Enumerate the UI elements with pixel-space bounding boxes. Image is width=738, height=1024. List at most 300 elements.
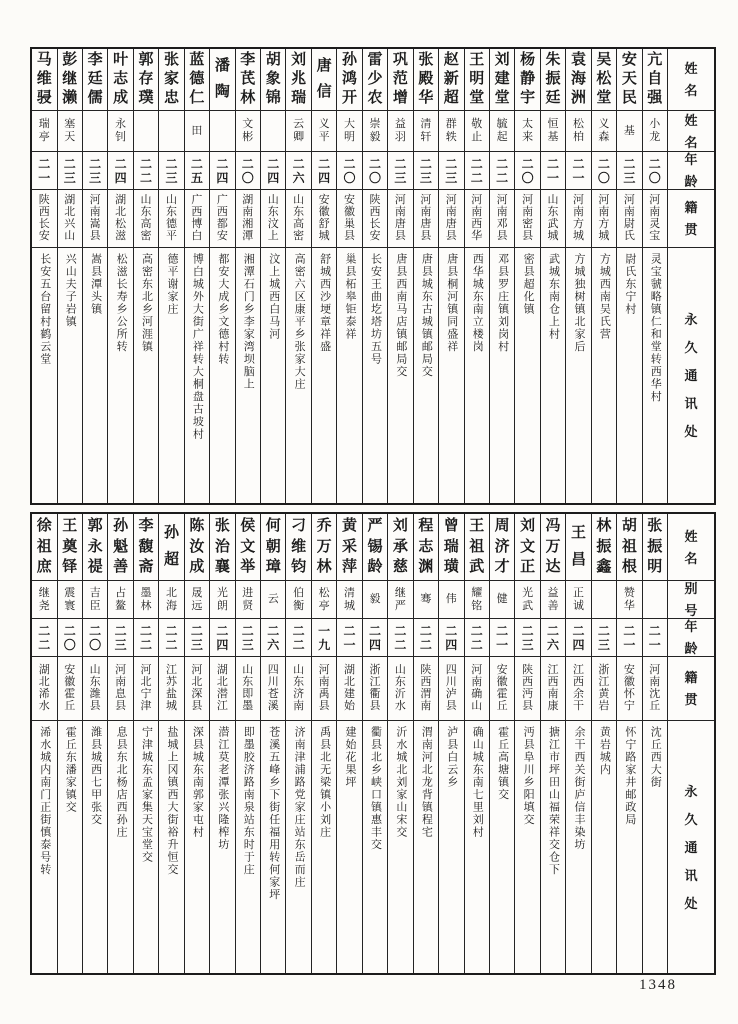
native-cell: [58, 657, 82, 721]
address-cell: [363, 248, 387, 503]
glyph: 少: [367, 71, 383, 87]
age-cell: [414, 152, 438, 190]
name-cell: [592, 49, 616, 111]
glyph: 万: [545, 538, 561, 555]
glyph: 河: [623, 194, 635, 206]
glyph: 南: [242, 206, 254, 218]
alias-cell: [108, 581, 132, 619]
glyph: 陶: [214, 83, 230, 100]
age-text: [236, 619, 260, 656]
glyph: 沔: [522, 688, 534, 700]
glyph: 山: [394, 664, 406, 676]
name-cell: [210, 514, 234, 581]
header-age-cell: [668, 619, 714, 657]
glyph: 湖: [216, 664, 228, 676]
glyph: 县: [318, 700, 330, 712]
native-text: [490, 190, 514, 247]
address-cell: [566, 721, 590, 973]
native-cell: [83, 657, 107, 721]
glyph: 林: [596, 518, 612, 535]
address-text: 衢县北乡峡口镇惠丰交: [369, 726, 382, 851]
glyph: 潜: [216, 688, 228, 700]
glyph: 基: [547, 131, 559, 143]
glyph: 健: [496, 593, 508, 605]
glyph: 陕: [38, 194, 50, 206]
glyph: 密: [522, 218, 534, 230]
native-cell: [515, 657, 539, 721]
native-text: [159, 657, 183, 720]
glyph: 继: [394, 586, 406, 599]
glyph: 四: [445, 637, 458, 652]
glyph: 象: [265, 71, 281, 87]
glyph: 河: [471, 664, 483, 676]
glyph: 二: [190, 156, 203, 171]
name-cell: [312, 49, 336, 111]
name-text: [363, 49, 387, 110]
glyph: 王: [570, 525, 586, 541]
glyph: 张: [418, 52, 434, 68]
native-text: [312, 190, 336, 247]
name-cell: [414, 514, 438, 581]
glyph: 张: [163, 52, 179, 68]
glyph: 县: [344, 230, 356, 242]
glyph: 晟: [191, 586, 203, 599]
native-cell: [363, 190, 387, 248]
person-column: [311, 514, 336, 973]
glyph: 承: [392, 538, 408, 555]
glyph: 姓: [684, 528, 698, 544]
glyph: 李: [87, 52, 103, 68]
glyph: 郭: [87, 518, 103, 535]
age-cell: [134, 152, 158, 190]
glyph: 巩: [392, 52, 408, 68]
alias-text: [286, 581, 310, 618]
name-text: [592, 49, 616, 110]
glyph: 二: [292, 156, 305, 171]
glyph: 二: [547, 623, 560, 638]
glyph: 海: [165, 599, 177, 612]
name-text: [83, 514, 107, 580]
name-text: [363, 514, 387, 580]
glyph: 东: [267, 206, 279, 218]
glyph: 王: [469, 518, 485, 535]
name-text: [490, 514, 514, 580]
glyph: 廷: [87, 71, 103, 87]
native-text: [617, 657, 641, 720]
glyph: 二: [140, 623, 153, 638]
native-text: [541, 657, 565, 720]
glyph: 〇: [521, 170, 534, 185]
glyph: 二: [241, 623, 254, 638]
glyph: 苏: [165, 676, 177, 688]
alias-text: [592, 111, 616, 151]
glyph: 巢: [344, 218, 356, 230]
glyph: 瑞: [443, 538, 459, 555]
alias-cell: [439, 111, 463, 152]
address-cell: [465, 248, 489, 503]
glyph: 河: [572, 194, 584, 206]
address-cell: [261, 721, 285, 973]
address-cell: [490, 721, 514, 973]
alias-cell: [236, 111, 260, 152]
age-text: [490, 619, 514, 656]
address-text: 博白城外大街广祥转大桐盘古坡村: [191, 253, 204, 441]
glyph: 岩: [598, 700, 610, 712]
glyph: 湘: [242, 218, 254, 230]
age-text: [643, 619, 667, 656]
age-cell: [414, 619, 438, 657]
glyph: 德: [189, 71, 205, 87]
glyph: 一: [496, 637, 509, 652]
glyph: 山: [547, 194, 559, 206]
address-text: 密县超化镇: [522, 253, 535, 316]
name-text: [439, 514, 463, 580]
alias-cell: [439, 581, 463, 619]
glyph: 城: [318, 230, 330, 242]
alias-text: [617, 581, 641, 618]
name-text: [566, 514, 590, 580]
native-text: [159, 190, 183, 247]
glyph: 唐: [394, 218, 406, 230]
native-text: [58, 190, 82, 247]
glyph: 堂: [596, 90, 612, 106]
glyph: 沂: [394, 688, 406, 700]
glyph: 三: [623, 170, 636, 185]
glyph: 三: [89, 170, 102, 185]
glyph: 张: [214, 518, 230, 535]
native-cell: [566, 657, 590, 721]
glyph: 起: [496, 131, 508, 143]
glyph: 馥: [138, 538, 154, 555]
glyph: 殿: [418, 71, 434, 87]
glyph: 存: [138, 71, 154, 87]
alias-text: [210, 111, 234, 151]
glyph: 济: [494, 538, 510, 555]
age-text: [134, 152, 158, 189]
glyph: 瑞: [291, 90, 307, 106]
glyph: 云: [267, 593, 279, 605]
alias-text: [159, 581, 183, 618]
alias-text: [337, 581, 361, 618]
alias-cell: [261, 111, 285, 152]
glyph: 宁: [623, 700, 635, 712]
glyph: 志: [113, 71, 129, 87]
alias-text: [465, 111, 489, 151]
person-column: [158, 514, 183, 973]
glyph: 二: [419, 623, 432, 638]
glyph: 三: [190, 637, 203, 652]
glyph: 姓: [684, 61, 698, 76]
alias-cell: [337, 581, 361, 619]
name-cell: [465, 514, 489, 581]
glyph: 安: [64, 664, 76, 676]
name-cell: [643, 49, 667, 111]
alias-text: [541, 581, 565, 618]
native-cell: [185, 190, 209, 248]
glyph: 维: [291, 538, 307, 555]
glyph: 〇: [368, 170, 381, 185]
glyph: 天: [64, 131, 76, 143]
age-text: [388, 619, 412, 656]
glyph: 义: [598, 118, 610, 130]
glyph: 占: [115, 586, 127, 599]
native-cell: [363, 657, 387, 721]
glyph: 永: [87, 538, 103, 555]
glyph: 冯: [545, 518, 561, 535]
glyph: 武: [469, 558, 485, 575]
alias-cell: [363, 581, 387, 619]
glyph: 二: [470, 623, 483, 638]
glyph: 川: [445, 676, 457, 688]
glyph: 四: [267, 170, 280, 185]
glyph: 周: [494, 518, 510, 535]
glyph: 程: [418, 518, 434, 535]
glyph: 汶: [267, 218, 279, 230]
person-column: [642, 514, 667, 973]
age-cell: [83, 152, 107, 190]
glyph: 江: [369, 676, 381, 688]
address-text: 长安王曲圪塔坊五号: [369, 253, 382, 366]
alias-text: [541, 111, 565, 151]
glyph: 广: [216, 194, 228, 206]
name-cell: [32, 49, 56, 111]
glyph: 山: [293, 194, 305, 206]
glyph: 基: [623, 124, 635, 137]
glyph: 永: [684, 312, 698, 327]
glyph: 成: [189, 558, 205, 575]
name-text: [32, 49, 56, 110]
name-cell: [185, 514, 209, 581]
person-column: [387, 49, 412, 503]
glyph: 河: [445, 194, 457, 206]
glyph: 县: [522, 700, 534, 712]
alias-text: [185, 111, 209, 151]
glyph: 二: [89, 156, 102, 171]
glyph: 平: [165, 230, 177, 242]
glyph: 锦: [265, 90, 281, 106]
registry-table-top: [30, 47, 716, 505]
glyph: 山: [140, 194, 152, 206]
glyph: 亢: [647, 52, 663, 68]
glyph: 善: [547, 599, 559, 612]
glyph: 潘: [214, 58, 230, 75]
address-text: 黄岩城内: [598, 726, 611, 776]
age-text: [159, 619, 183, 656]
name-cell: [337, 49, 361, 111]
glyph: 新: [443, 71, 459, 87]
glyph: 四: [267, 664, 279, 676]
glyph: 邓: [496, 218, 508, 230]
glyph: 强: [647, 90, 663, 106]
glyph: 乔: [316, 518, 332, 535]
person-column: [413, 49, 438, 503]
address-text: 深县城东南郭家屯村: [191, 726, 204, 839]
glyph: 〇: [648, 170, 661, 185]
age-text: [337, 152, 361, 189]
glyph: 徽: [318, 206, 330, 218]
address-text: 唐县桐河镇同盛祥: [445, 253, 458, 353]
name-cell: [108, 49, 132, 111]
alias-text: [32, 111, 56, 151]
glyph: 止: [471, 131, 483, 143]
glyph: 深: [191, 688, 203, 700]
glyph: 二: [216, 156, 229, 171]
glyph: 河: [522, 194, 534, 206]
name-cell: [515, 49, 539, 111]
glyph: 建: [344, 688, 356, 700]
person-column: [82, 514, 107, 973]
person-column: [184, 514, 209, 973]
age-cell: [439, 152, 463, 190]
glyph: 昌: [570, 552, 586, 568]
address-text: 渭南河北龙背镇程宅: [420, 726, 433, 839]
age-cell: [159, 619, 183, 657]
address-text: 松滋长寿乡公所转: [115, 253, 128, 353]
glyph: 二: [470, 637, 483, 652]
glyph: 南: [89, 206, 101, 218]
glyph: 西: [38, 206, 50, 218]
glyph: 浙: [369, 664, 381, 676]
glyph: 朝: [265, 538, 281, 555]
glyph: 六: [267, 637, 280, 652]
glyph: 湖: [242, 194, 254, 206]
age-text: [566, 619, 590, 656]
glyph: 一: [38, 170, 51, 185]
glyph: 二: [140, 637, 153, 652]
glyph: 王: [62, 518, 78, 535]
name-cell: [312, 514, 336, 581]
native-cell: [439, 190, 463, 248]
glyph: 衢: [369, 688, 381, 700]
glyph: 朗: [216, 599, 228, 612]
glyph: 方: [572, 218, 584, 230]
header-name-label: [668, 514, 714, 580]
glyph: 山: [267, 194, 279, 206]
glyph: 三: [394, 170, 407, 185]
alias-cell: [32, 111, 56, 152]
native-text: [515, 657, 539, 720]
glyph: 二: [216, 623, 229, 638]
glyph: 华: [418, 90, 434, 106]
glyph: 二: [572, 623, 585, 638]
glyph: 松: [596, 71, 612, 87]
glyph: 南: [420, 700, 432, 712]
glyph: 二: [267, 156, 280, 171]
glyph: 二: [368, 156, 381, 171]
glyph: 始: [344, 700, 356, 712]
address-text: 即墨胶济路南泉站东时于庄: [242, 726, 255, 876]
address-cell: [58, 248, 82, 503]
address-text: 霍丘东潘家镇交: [64, 726, 77, 814]
name-cell: [541, 514, 565, 581]
alias-cell: [465, 581, 489, 619]
glyph: 诚: [572, 599, 584, 612]
alias-text: [617, 111, 641, 151]
address-cell: [414, 721, 438, 973]
glyph: 鸿: [342, 71, 358, 87]
glyph: 明: [647, 558, 663, 575]
header-native-cell: [668, 657, 714, 721]
alias-cell: [83, 581, 107, 619]
name-cell: [108, 514, 132, 581]
header-name-cell: [668, 49, 714, 111]
glyph: 崇: [369, 118, 381, 130]
glyph: 正: [520, 558, 536, 575]
name-text: [159, 49, 183, 110]
address-text: 兴山夫子岩镇: [64, 253, 77, 328]
glyph: 城: [165, 700, 177, 712]
glyph: 陈: [189, 518, 205, 535]
glyph: 河: [115, 664, 127, 676]
address-cell: [159, 721, 183, 973]
native-text: [261, 657, 285, 720]
glyph: 白: [191, 230, 203, 242]
glyph: 息: [115, 688, 127, 700]
header-address-label: [668, 248, 714, 503]
native-text: [210, 190, 234, 247]
native-cell: [58, 190, 82, 248]
glyph: 水: [394, 700, 406, 712]
glyph: 铎: [62, 558, 78, 575]
glyph: 贯: [684, 222, 698, 237]
glyph: 寰: [64, 599, 76, 612]
alias-text: [439, 581, 463, 618]
name-cell: [261, 49, 285, 111]
glyph: 祖: [621, 538, 637, 555]
glyph: 洲: [570, 90, 586, 106]
age-text: [388, 152, 412, 189]
glyph: 陕: [420, 664, 432, 676]
age-cell: [515, 619, 539, 657]
name-text: [312, 49, 336, 110]
glyph: 奠: [62, 538, 78, 555]
alias-text: [108, 581, 132, 618]
glyph: 一: [343, 637, 356, 652]
native-text: [185, 190, 209, 247]
alias-text: [32, 581, 56, 618]
age-cell: [108, 152, 132, 190]
glyph: 城: [572, 230, 584, 242]
alias-cell: [490, 111, 514, 152]
glyph: 斋: [138, 558, 154, 575]
glyph: 山: [64, 230, 76, 242]
age-text: [541, 152, 565, 189]
glyph: 久: [684, 340, 698, 355]
glyph: 二: [38, 637, 51, 652]
name-cell: [159, 49, 183, 111]
glyph: 二: [597, 623, 610, 638]
person-column: [260, 49, 285, 503]
glyph: 亭: [318, 599, 330, 612]
glyph: 南: [318, 676, 330, 688]
glyph: 名: [684, 134, 698, 150]
header-address-label: [668, 721, 714, 973]
person-column: [336, 49, 361, 503]
glyph: 南: [572, 206, 584, 218]
glyph: 长: [369, 218, 381, 230]
glyph: 渊: [418, 558, 434, 575]
alias-text: [363, 111, 387, 151]
alias-cell: [617, 581, 641, 619]
glyph: 陕: [369, 194, 381, 206]
glyph: 丘: [496, 700, 508, 712]
glyph: 南: [471, 676, 483, 688]
glyph: 丘: [64, 700, 76, 712]
age-cell: [592, 619, 616, 657]
address-text: 尉氏东宁村: [623, 253, 636, 316]
person-column: [489, 49, 514, 503]
header-alias-label: [668, 111, 714, 151]
